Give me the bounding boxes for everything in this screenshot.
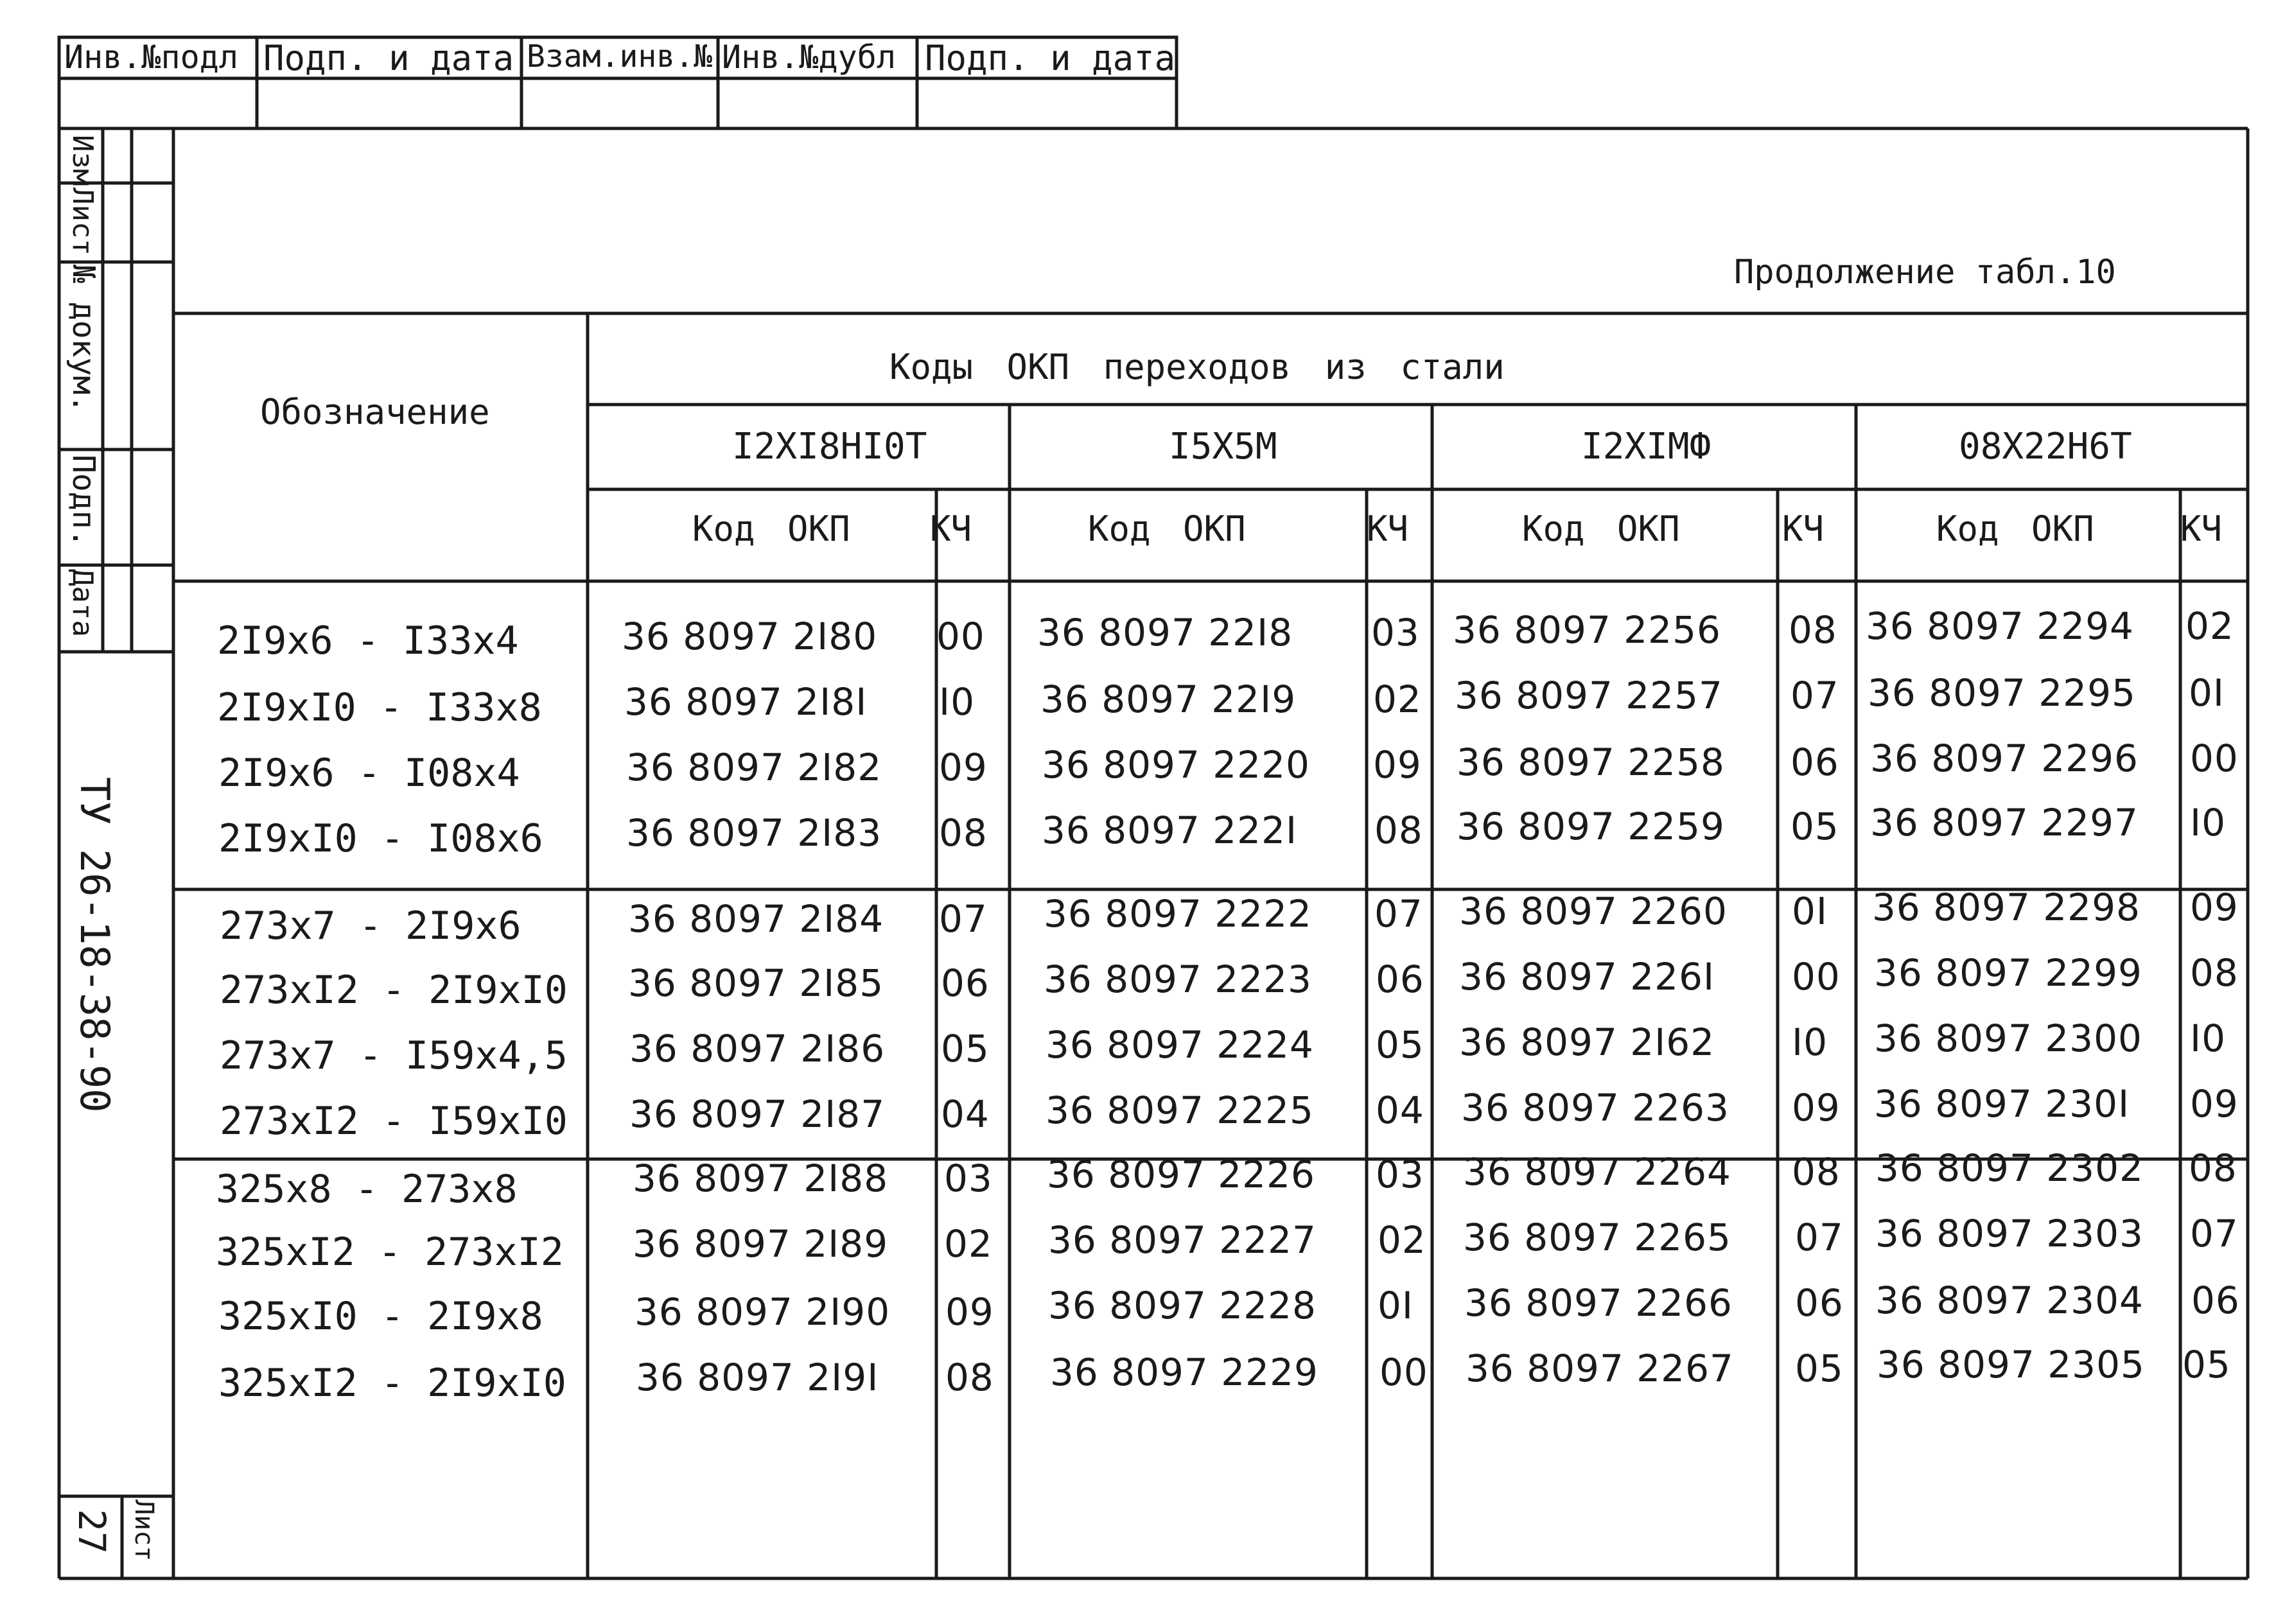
- row-4-kch-4: I0: [2190, 801, 2227, 844]
- row-7-code-2: 36 8097 2224: [1046, 1023, 1314, 1067]
- row-12-kch-2: 00: [1379, 1350, 1428, 1394]
- row-11-kch-4: 06: [2191, 1279, 2240, 1322]
- row-6-kch-2: 06: [1376, 957, 1424, 1001]
- row-3-designation: 2I9x6 - I08x4: [218, 751, 520, 796]
- row-9-code-1: 36 8097 2I88: [633, 1157, 889, 1200]
- row-11-code-3: 36 8097 2266: [1464, 1281, 1733, 1325]
- row-5-designation: 273x7 - 2I9x6: [220, 904, 521, 948]
- row-8-code-4: 36 8097 230I: [1874, 1082, 2130, 1126]
- row-12-code-4: 36 8097 2305: [1877, 1343, 2145, 1386]
- row-2-kch-2: 02: [1373, 677, 1422, 721]
- row-9-code-3: 36 8097 2264: [1463, 1150, 1731, 1194]
- table-caption: Продолжение табл.10: [1734, 253, 2116, 292]
- row-2-code-4: 36 8097 2295: [1868, 671, 2136, 715]
- row-11-code-2: 36 8097 2228: [1048, 1284, 1317, 1327]
- row-10-code-4: 36 8097 2303: [1875, 1212, 2144, 1255]
- row-7-kch-1: 05: [941, 1027, 990, 1070]
- row-3-code-4: 36 8097 2296: [1870, 737, 2139, 780]
- row-8-designation: 273xI2 - I59xI0: [220, 1099, 568, 1144]
- row-11-code-4: 36 8097 2304: [1875, 1279, 2144, 1322]
- stamp-label-vzam-inv: Взам.инв.№: [527, 39, 712, 74]
- row-5-code-2: 36 8097 2222: [1044, 892, 1312, 936]
- row-10-kch-4: 07: [2190, 1212, 2239, 1255]
- side-label-podp: Подп.: [66, 455, 101, 548]
- doc-code: ТУ 26-18-38-90: [71, 777, 118, 1113]
- row-3-code-3: 36 8097 2258: [1457, 740, 1725, 784]
- row-4-kch-1: 08: [939, 811, 988, 855]
- row-1-kch-3: 08: [1789, 608, 1837, 652]
- steel-header-3: I2XIMФ: [1581, 426, 1711, 467]
- row-8-kch-2: 04: [1376, 1088, 1424, 1132]
- row-9-kch-4: 08: [2189, 1146, 2237, 1190]
- row-12-kch-4: 05: [2182, 1343, 2231, 1386]
- row-3-code-1: 36 8097 2I82: [626, 746, 882, 789]
- stamp-label-inv-dubl: Инв.№дубл: [722, 39, 896, 76]
- row-4-kch-3: 05: [1790, 805, 1839, 848]
- row-2-code-3: 36 8097 2257: [1455, 674, 1723, 717]
- row-10-code-2: 36 8097 2227: [1048, 1218, 1317, 1262]
- kch-header-1: КЧ: [930, 509, 972, 549]
- steel-header-1: I2XI8HI0T: [732, 426, 927, 467]
- side-label-doc-number: № докум.: [66, 265, 101, 414]
- row-6-kch-1: 06: [941, 961, 990, 1005]
- row-6-code-1: 36 8097 2I85: [628, 961, 884, 1005]
- row-3-kch-2: 09: [1373, 743, 1422, 787]
- row-7-kch-2: 05: [1376, 1023, 1424, 1067]
- code-header-2: Код ОКП: [1088, 509, 1246, 549]
- row-9-designation: 325x8 - 273x8: [216, 1167, 518, 1212]
- code-header-3: Код ОКП: [1522, 509, 1680, 549]
- row-5-kch-2: 07: [1374, 892, 1423, 936]
- row-7-kch-3: I0: [1792, 1020, 1828, 1064]
- row-2-designation: 2I9xI0 - I33x8: [217, 685, 542, 730]
- row-12-code-3: 36 8097 2267: [1466, 1347, 1734, 1390]
- row-5-kch-1: 07: [939, 897, 988, 941]
- row-6-designation: 273xI2 - 2I9xI0: [220, 968, 568, 1013]
- row-1-designation: 2I9x6 - I33x4: [217, 618, 519, 663]
- row-5-code-3: 36 8097 2260: [1459, 889, 1728, 933]
- row-10-designation: 325xI2 - 273xI2: [216, 1230, 564, 1275]
- row-6-code-2: 36 8097 2223: [1044, 957, 1312, 1001]
- kch-header-3: КЧ: [1782, 509, 1825, 549]
- row-12-kch-3: 05: [1795, 1347, 1844, 1390]
- row-10-kch-3: 07: [1795, 1216, 1844, 1259]
- code-header-4: Код ОКП: [1936, 509, 2094, 549]
- row-1-code-2: 36 8097 22I8: [1037, 611, 1293, 654]
- row-2-code-2: 36 8097 22I9: [1040, 677, 1297, 721]
- row-5-code-4: 36 8097 2298: [1872, 886, 2140, 929]
- row-10-code-3: 36 8097 2265: [1463, 1216, 1731, 1259]
- row-3-kch-3: 06: [1790, 740, 1839, 784]
- row-11-kch-3: 06: [1795, 1281, 1844, 1325]
- row-3-code-2: 36 8097 2220: [1042, 743, 1310, 787]
- row-5-kch-3: 0I: [1792, 889, 1828, 933]
- row-1-code-4: 36 8097 2294: [1866, 604, 2134, 648]
- row-10-kch-2: 02: [1378, 1218, 1426, 1262]
- row-7-kch-4: I0: [2190, 1017, 2227, 1060]
- row-11-designation: 325xI0 - 2I9x8: [218, 1294, 543, 1339]
- steel-header-4: 08X22H6T: [1959, 426, 2132, 467]
- row-9-kch-2: 03: [1376, 1153, 1424, 1196]
- sheet-label: Лист: [129, 1499, 159, 1562]
- row-5-code-1: 36 8097 2I84: [628, 897, 884, 941]
- row-1-code-3: 36 8097 2256: [1453, 608, 1721, 652]
- row-5-kch-4: 09: [2190, 886, 2239, 929]
- row-3-kch-4: 00: [2190, 737, 2239, 780]
- row-12-code-2: 36 8097 2229: [1050, 1350, 1318, 1394]
- row-1-kch-2: 03: [1371, 611, 1420, 654]
- row-12-designation: 325xI2 - 2I9xI0: [218, 1361, 566, 1406]
- row-9-kch-1: 03: [944, 1157, 993, 1200]
- row-8-kch-1: 04: [941, 1092, 990, 1136]
- row-8-code-3: 36 8097 2263: [1461, 1086, 1729, 1130]
- steel-header-2: I5X5M: [1169, 426, 1277, 467]
- row-7-code-3: 36 8097 2I62: [1459, 1020, 1715, 1064]
- row-4-code-2: 36 8097 222I: [1042, 808, 1298, 852]
- row-8-kch-4: 09: [2190, 1082, 2239, 1126]
- side-label-izm: Изм: [66, 135, 99, 186]
- code-header-1: Код ОКП: [692, 509, 850, 549]
- row-1-kch-1: 00: [936, 615, 985, 658]
- row-2-code-1: 36 8097 2I8I: [624, 680, 868, 724]
- row-6-kch-3: 00: [1792, 955, 1841, 999]
- side-label-data: Дата: [66, 569, 99, 637]
- row-9-kch-3: 08: [1792, 1150, 1841, 1194]
- row-1-kch-4: 02: [2185, 604, 2234, 648]
- row-2-kch-4: 0I: [2189, 671, 2225, 715]
- row-11-kch-1: 09: [945, 1290, 994, 1334]
- row-2-kch-3: 07: [1790, 674, 1839, 717]
- row-1-code-1: 36 8097 2I80: [622, 615, 878, 658]
- row-11-code-1: 36 8097 2I90: [635, 1290, 891, 1334]
- row-10-code-1: 36 8097 2I89: [633, 1222, 889, 1266]
- stamp-label-podp-data-1: Подп. и дата: [263, 38, 514, 78]
- stamp-label-inv-podl: Инв.№подл: [64, 39, 238, 76]
- row-8-code-2: 36 8097 2225: [1046, 1088, 1314, 1132]
- row-7-code-1: 36 8097 2I86: [629, 1027, 886, 1070]
- row-12-code-1: 36 8097 2I9I: [636, 1356, 879, 1399]
- row-6-kch-4: 08: [2190, 951, 2239, 995]
- row-6-code-3: 36 8097 226I: [1459, 955, 1715, 999]
- row-12-kch-1: 08: [945, 1356, 994, 1399]
- group-header: Коды ОКП переходов из стали: [889, 347, 1505, 387]
- row-11-kch-2: 0I: [1378, 1284, 1414, 1327]
- row-4-code-4: 36 8097 2297: [1870, 801, 2139, 844]
- row-4-designation: 2I9xI0 - I08x6: [218, 816, 543, 861]
- designation-header: Обозначение: [260, 392, 490, 432]
- row-6-code-4: 36 8097 2299: [1874, 951, 2142, 995]
- row-4-code-3: 36 8097 2259: [1457, 805, 1725, 848]
- row-10-kch-1: 02: [944, 1222, 993, 1266]
- row-8-code-1: 36 8097 2I87: [629, 1092, 886, 1136]
- side-label-list: Лист: [66, 188, 99, 256]
- row-8-kch-3: 09: [1792, 1086, 1841, 1130]
- row-7-designation: 273x7 - I59x4,5: [220, 1033, 568, 1078]
- kch-header-4: КЧ: [2180, 509, 2223, 549]
- stamp-label-podp-data-2: Подп. и дата: [925, 38, 1176, 78]
- sheet-number: 27: [70, 1509, 114, 1554]
- kch-header-2: КЧ: [1367, 509, 1409, 549]
- row-7-code-4: 36 8097 2300: [1874, 1017, 2142, 1060]
- row-3-kch-1: 09: [939, 746, 988, 789]
- row-4-kch-2: 08: [1374, 808, 1423, 852]
- row-2-kch-1: I0: [939, 680, 976, 724]
- row-9-code-2: 36 8097 2226: [1047, 1153, 1315, 1196]
- row-4-code-1: 36 8097 2I83: [626, 811, 882, 855]
- row-9-code-4: 36 8097 2302: [1875, 1146, 2144, 1190]
